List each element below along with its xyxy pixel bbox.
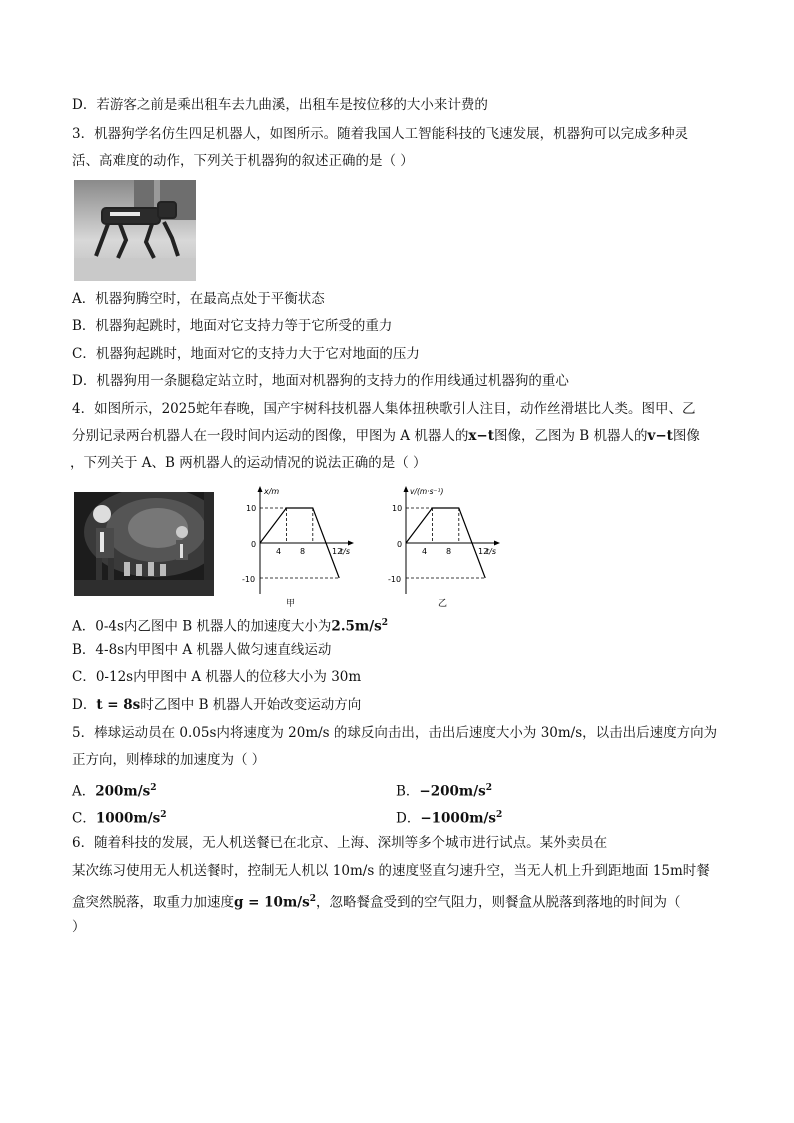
graph-yi-tick-4: 4 [422,547,428,556]
q4-option-d-prefix: D． [72,697,97,713]
graph-jia-t-label: t/s [340,547,350,556]
q6-stem-text-a: 盒突然脱落，取重力加速度 [72,894,234,911]
q3-stem-line1: 3．机器狗学名仿生四足机器人，如图所示。随着我国人工智能科技的飞速发展，机器狗可以完成多种灵 [72,126,689,142]
q6-stem-text-b: ，忽略餐盒受到的空气阻力，则餐盒从脱落到落地的时间为（ [316,894,681,911]
graph-jia-y-label: x/m [264,487,280,496]
q4-option-a [72,614,388,636]
graph-yi-t-label: t/s [486,547,496,556]
graph-jia-tick-4: 4 [276,547,282,556]
q5-option-c-value: 1000m/s [95,810,161,827]
q4-option-d-math: t = 8s [96,697,141,713]
q2-option-d: D．若游客之前是乘出租车去九曲溪，出租车是按位移的大小来计费的 [72,97,488,113]
q4-option-b: B．4-8s内甲图中 A 机器人做匀速直线运动 [72,642,332,658]
graph-jia-y-arrow [258,486,263,492]
q5-option-a-letter: A． [72,783,96,800]
q6-stem-line2: 某次练习使用无人机送餐时，控制无人机以 10m/s 的速度竖直匀速升空，当无人机上升到距地面 15m时餐 [72,863,710,879]
q5-option-d-letter: D． [396,810,421,827]
graph-yi-x-arrow [494,541,500,546]
q4-option-c: C．0-12s内甲图中 A 机器人的位移大小为 30m [72,669,362,685]
graph-yi-caption: 乙 [438,599,448,608]
q5-option-a [72,779,157,801]
graph-yi [378,482,514,608]
robot-dog-photo [74,180,196,281]
q4-stem-line1: 4．如图所示，2025蛇年春晚，国产宇树科技机器人集体扭秧歌引人注目，动作丝滑堪比人类。图甲、乙 [72,401,696,417]
q3-option-c: C．机器狗起跳时，地面对它的支持力大于它对地面的压力 [72,346,420,362]
q4-vt-symbol: v−t [647,428,673,444]
graph-jia-tick-0: 0 [251,540,257,549]
q6-stem-line3 [72,890,681,912]
q5-option-a-value: 200m/s [95,783,151,800]
q5-stem-line2: 正方向，则棒球的加速度为（ ） [72,752,266,768]
q4-option-a-exponent: 2 [381,618,388,628]
q4-option-a-value: 2.5m/s [331,618,382,635]
q5-option-b-value: −200m/s [419,783,486,800]
graph-yi-y-arrow [404,486,409,492]
q4-xt-symbol: x−t [468,428,494,444]
graph-yi-tick-12: 12 [478,547,489,556]
q4-stem-text-a: 分别记录两台机器人在一段时间内运动的图像，甲图为 A 机器人的 [72,428,469,444]
q4-option-d [72,696,361,714]
q5-option-a-exponent: 2 [150,783,157,793]
q5-option-b-letter: B． [396,783,420,800]
graph-jia-caption: 甲 [286,599,296,608]
graph-yi-tick-8: 8 [446,547,452,556]
graph-jia-tick-10: 10 [246,504,257,513]
q5-option-c [72,806,167,828]
graph-yi-tick-0: 0 [397,540,403,549]
q5-option-c-exponent: 2 [160,810,167,820]
q4-option-d-text: 时乙图中 B 机器人开始改变运动方向 [140,697,362,713]
q4-stem-text-b: 图像，乙图为 B 机器人的 [493,428,648,444]
graph-yi-tick-neg10: -10 [388,575,402,584]
q6-gravity-value: g = 10m/s [234,894,310,911]
q4-stem-text-c: 图像 [672,428,700,444]
q6-stem-line4: ） [72,919,86,935]
q6-gravity-exponent: 2 [309,894,317,904]
dancing-robots-photo [74,492,214,596]
graph-jia [232,482,368,608]
q4-stem-line3: ，下列关于 A、B 两机器人的运动情况的说法正确的是（ ） [70,455,427,471]
q4-option-a-text: A．0-4s内乙图中 B 机器人的加速度大小为 [72,618,332,635]
graph-jia-tick-neg10: -10 [242,575,256,584]
q5-option-c-letter: C． [72,810,96,827]
q6-stem-line1: 6．随着科技的发展，无人机送餐已在北京、上海、深圳等多个城市进行试点。某外卖员在 [72,835,608,851]
q5-option-b [396,779,492,801]
graph-jia-tick-8: 8 [300,547,306,556]
graph-jia-tick-12: 12 [332,547,343,556]
q5-option-b-exponent: 2 [485,783,492,793]
q5-stem-line1: 5．棒球运动员在 0.05s内将速度为 20m/s 的球反向击出，击出后速度大小为 30m/s，以击出后速度方向为 [72,725,718,741]
graph-jia-x-arrow [348,541,354,546]
q4-stem-line2 [72,427,700,445]
graph-yi-y-label: v/(m·s⁻¹) [410,487,444,496]
q3-stem-line2: 活、高难度的动作，下列关于机器狗的叙述正确的是（ ） [72,153,414,169]
q3-option-b: B．机器狗起跳时，地面对它支持力等于它所受的重力 [72,318,393,334]
q5-option-d-value: −1000m/s [420,810,497,827]
q5-option-d-exponent: 2 [496,810,503,820]
graph-yi-tick-10: 10 [392,504,403,513]
q5-option-d [396,806,502,828]
q3-option-d: D．机器狗用一条腿稳定站立时，地面对机器狗的支持力的作用线通过机器狗的重心 [72,373,569,389]
q3-option-a: A．机器狗腾空时，在最高点处于平衡状态 [72,291,325,307]
